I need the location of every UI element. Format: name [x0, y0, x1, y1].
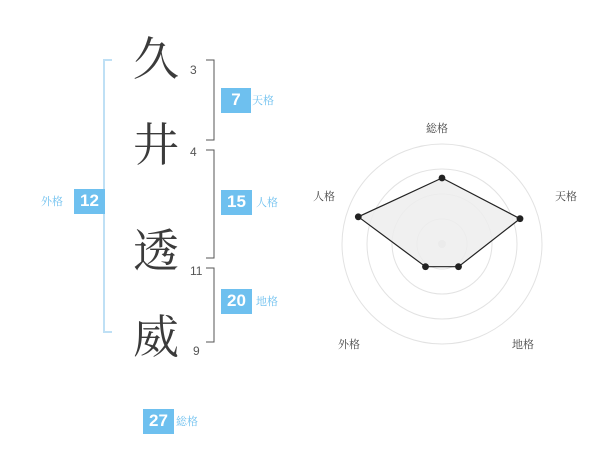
- radar-point-外格: [422, 263, 429, 270]
- name-character-1: 久: [133, 32, 179, 86]
- tenkaku-label: 天格: [252, 95, 274, 107]
- chikaku-value: 20: [221, 289, 252, 314]
- name-character-2: 井: [133, 118, 179, 172]
- jinkaku-label: 人格: [256, 197, 278, 209]
- chikaku-bracket: [206, 268, 214, 342]
- radar-axis-label-tenkaku: 天格: [555, 191, 577, 203]
- radar-axis-label-chikaku: 地格: [512, 339, 534, 351]
- gaikaku-label: 外格: [41, 196, 63, 208]
- radar-axis-label-soukaku: 総格: [426, 123, 448, 135]
- stroke-count-1: 3: [190, 63, 197, 77]
- chikaku-label: 地格: [256, 296, 278, 308]
- soukaku-label: 総格: [176, 416, 198, 428]
- tenkaku-bracket: [206, 60, 214, 140]
- radar-chart: [300, 0, 600, 470]
- soukaku-value: 27: [143, 409, 174, 434]
- radar-axis-label-gaikaku: 外格: [338, 339, 360, 351]
- jinkaku-value: 15: [221, 190, 252, 215]
- radar-point-地格: [455, 263, 462, 270]
- gaikaku-value: 12: [74, 189, 105, 214]
- name-character-3: 透: [133, 224, 179, 278]
- radar-point-人格: [355, 213, 362, 220]
- name-character-4: 威: [133, 310, 179, 364]
- stroke-count-4: 9: [193, 344, 200, 358]
- gaikaku-bracket: [104, 60, 112, 332]
- radar-point-総格: [439, 175, 446, 182]
- radar-axis-label-jinkaku: 人格: [313, 191, 335, 203]
- jinkaku-bracket: [206, 150, 214, 258]
- radar-point-天格: [517, 215, 524, 222]
- radar-chart-svg: [300, 0, 600, 470]
- tenkaku-value: 7: [221, 88, 251, 113]
- stroke-count-2: 4: [190, 145, 197, 159]
- stroke-count-3: 11: [190, 264, 203, 278]
